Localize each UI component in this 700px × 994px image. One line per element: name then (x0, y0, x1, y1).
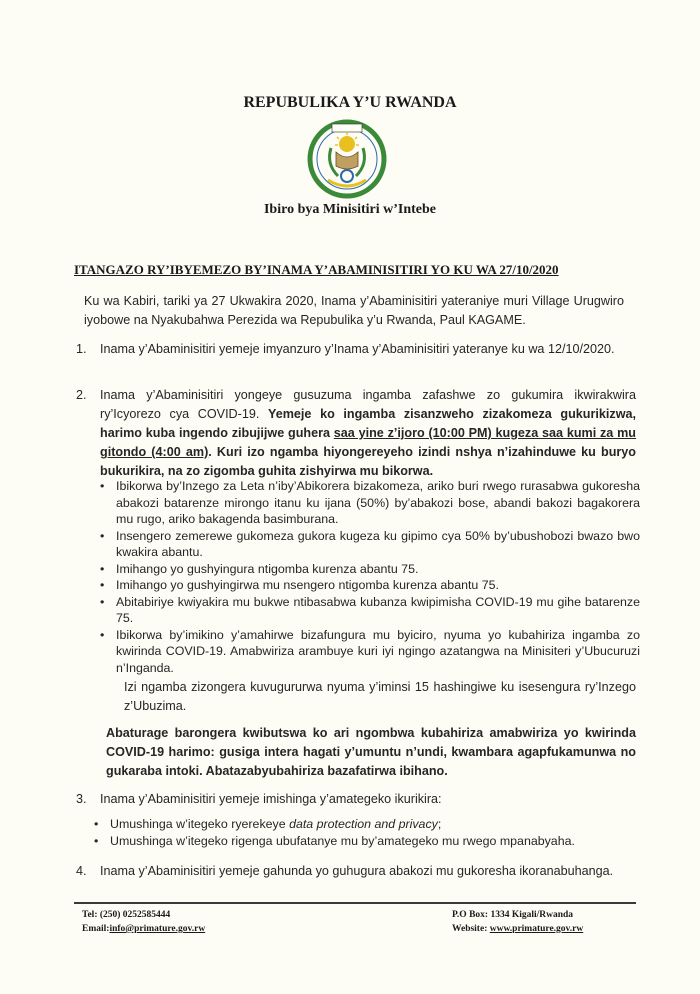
measure-item: • Ibikorwa by’imikino y’amahirwe bizafungura mu byiciro, nyuma yo kubahiriza ingamba zo kwirinda COVID-19. Amabwiriza arambuye kuri iyi ngingo azatangwa na Minisiteri y’Ubucuruzi n’Inganda. (100, 627, 640, 677)
bill-item: • Umushinga w’itegeko rigenga ubufatanye mu by’amategeko mu rwego mpanabyaha. (94, 833, 634, 850)
footer-email-row (82, 922, 205, 936)
item-number: 1. (76, 342, 87, 356)
office-name: Ibiro bya Minisitiri w’Intebe (263, 202, 437, 217)
item-number: 2. (76, 388, 87, 402)
item-number: 4. (76, 864, 87, 878)
footer-divider (74, 902, 636, 904)
item-text: Inama y’Abaminisitiri yemeje imishinga y’amategeko ikurikira: (100, 792, 442, 806)
item-4 (76, 862, 636, 881)
document-title: ITANGAZO RY’IBYEMEZO BY’INAMA Y’ABAMINISITIRI YO KU WA 27/10/2020 (74, 262, 559, 277)
footer-email-label: Email: (82, 924, 110, 934)
footer-website-label: Website: (452, 924, 490, 934)
measure-item: • Ibikorwa by’Inzego za Leta n’iby’Abikorera bizakomeza, ariko buri rwego rurasabwa gukoresha abakozi batarenze mirongo itanu ku ijana (50%) by’abakozi bose, abandi bakozi bagakorera mu rugo, ariko bakagenda basimburana. (100, 478, 640, 528)
measures-list (100, 478, 640, 676)
item-text (100, 386, 636, 481)
rwanda-coat-of-arms-emblem (306, 118, 388, 200)
item-2 (76, 386, 636, 481)
footer-website-link[interactable]: www.primature.gov.rw (489, 924, 584, 934)
measure-item: • Abitabiriye kwiyakira mu bukwe ntibasabwa kubanza kwipimisha COVID-19 mu gihe batarenze 75. (100, 594, 640, 627)
footer-pobox: P.O Box: 1334 Kigali/Rwanda (452, 910, 574, 920)
item-text: Inama y’Abaminisitiri yemeje imyanzuro y’Inama y’Abaminisitiri yateranye ku wa 12/10/2020. (100, 342, 615, 356)
intro-paragraph: Ku wa Kabiri, tariki ya 27 Ukwakira 2020, Inama y’Abaminisitiri yateraniye muri Village Urugwiro iyobowe na Nyakubahwa Perezida wa Repubulika y’u Rwanda, Paul KAGAME. (84, 294, 624, 327)
bill-text: Umushinga w’itegeko ryerekeye (110, 817, 290, 831)
footer-website-row (452, 922, 583, 936)
country-heading: REPUBULIKA Y’U RWANDA (243, 94, 457, 111)
bills-list (94, 816, 634, 849)
review-note: Izi ngamba zizongera kuvugururwa nyuma y’iminsi 15 hashingiwe ku isesengura ry’Inzego z’Ubuzima. (124, 680, 636, 713)
footer-email-link[interactable]: info@primature.gov.rw (109, 924, 206, 934)
bill-text: ; (437, 817, 442, 831)
curfew-hours: saa yine z’ijoro (10:00 PM) kugeza saa kumi za mu gitondo (4:00 am) (100, 426, 636, 459)
measure-item: • Imihango yo gushyingirwa mu nsengero ntigomba kurenza abantu 75. (100, 577, 640, 594)
item-text: Inama y’Abaminisitiri yemeje gahunda yo guhugura abakozi mu gukoresha ikoranabuhanga. (100, 864, 614, 878)
measure-item: • Insengero zemerewe gukomeza gukora kugeza ku gipimo cya 50% by’ubushobozi bwazo bwo kwakira abantu. (100, 528, 640, 561)
item-3 (76, 790, 636, 809)
public-reminder: Abaturage barongera kwibutswa ko ari ngombwa kubahiriza amabwiriza yo kwirinda COVID-19 harimo: gusiga intera hagati y’umuntu n’undi, kwambara agapfukamunwa no gukaraba intoki. Abatazabyubahiriza bazafatirwa ibihano. (106, 726, 636, 778)
footer-tel: Tel: (250) 0252585444 (82, 910, 171, 920)
item-1 (76, 340, 636, 359)
bill-item (94, 816, 634, 833)
bill-text-italic: data protection and privacy (289, 817, 438, 831)
measure-item: • Imihango yo gushyingura ntigomba kurenza abantu 75. (100, 561, 640, 578)
footer-contact-left (82, 908, 205, 936)
item-text-bold: Yemeje ko ingamba zisanzweho zizakomeza gukurikizwa, harimo kuba ingendo zibujijwe guhera (100, 407, 636, 440)
item-text-bold: . Kuri izo ngamba hiyongereyeho izindi nshya n’izahinduwe ku buryo bukurikira, na zo zigomba guhita zishyirwa mu bikorwa. (100, 445, 636, 478)
item-text-part: Inama y’Abaminisitiri yongeye gusuzuma ingamba zafashwe zo gukumira ikwirakwira ry’Icyorezo cya COVID-19. (100, 388, 636, 421)
item-number: 3. (76, 792, 87, 806)
footer-contact-right (452, 908, 583, 936)
